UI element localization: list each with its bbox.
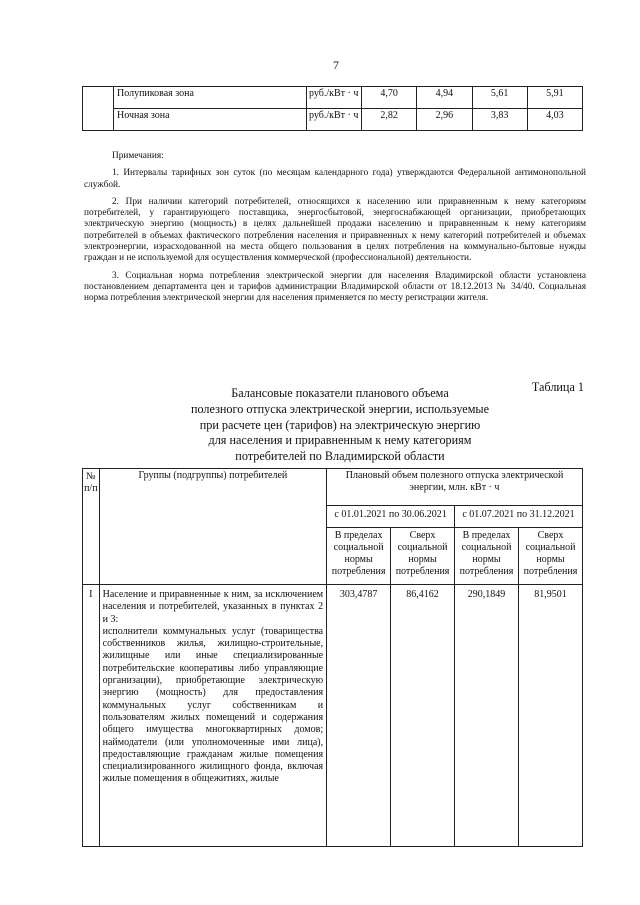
table-title xyxy=(140,386,540,465)
table-row xyxy=(83,109,583,131)
value: 5,61 xyxy=(472,87,527,109)
title-line: потребителей по Владимирской области xyxy=(235,449,445,464)
unit: руб./кВт · ч xyxy=(307,109,362,131)
header-num: № п/п xyxy=(83,469,100,585)
notes xyxy=(84,151,586,311)
balance-table xyxy=(82,468,583,847)
header-sub: Сверх социальной нормы потребления xyxy=(519,528,583,585)
tariff-table xyxy=(82,86,583,131)
title-line: полезного отпуска электрической энергии, используемые xyxy=(190,401,490,416)
value: 303,4787 xyxy=(327,585,391,847)
value: 4,03 xyxy=(527,109,582,131)
value: 3,83 xyxy=(472,109,527,131)
zone-label: Ночная зона xyxy=(114,109,307,131)
row-num: I xyxy=(83,585,100,847)
value: 5,91 xyxy=(527,87,582,109)
header-sub: В пределах социальной нормы потребления xyxy=(327,528,391,585)
header-volume: Плановый объем полезного отпуска электрической энергии, млн. кВт · ч xyxy=(327,469,583,506)
header-groups: Группы (подгруппы) потребителей xyxy=(99,469,326,585)
header-period-2: с 01.07.2021 по 31.12.2021 xyxy=(455,506,583,528)
value: 290,1849 xyxy=(455,585,519,847)
value: 2,96 xyxy=(417,109,472,131)
value: 86,4162 xyxy=(391,585,455,847)
row-group-detail: исполнители коммунальных услуг (товарищества собственников жилья, жилищно-строительные, жилищные или иные специализированные потребительские кооперативы либо управляющие организации), приобретающие электрическую энергию (мощность) для предоставления коммунальных услуг собственникам и пользователям жилых помещений и содержания общего имущества многоквартирных домов; наймодатели (или уполномоченные ими лица), предоставляющие гражданам жилые помещения специализированного жилищного фонда, включая жилые помещения в общежитиях, жилые xyxy=(102,625,324,785)
header-sub: В пределах социальной нормы потребления xyxy=(455,528,519,585)
page-number: 7 xyxy=(333,58,339,72)
unit: руб./кВт · ч xyxy=(307,87,362,109)
value: 2,82 xyxy=(362,109,417,131)
title-line: Балансовые показатели планового объема xyxy=(231,386,449,400)
title-line: при расчете цен (тарифов) на электрическую энергию xyxy=(199,417,481,432)
header-period-1: с 01.01.2021 по 30.06.2021 xyxy=(327,506,455,528)
zone-label: Полупиковая зона xyxy=(114,87,307,109)
note: 3. Социальная норма потребления электрической энергии для населения Владимирской области установлена постановлением департамента цен и тарифов администрации Владимирской области от 18.12.2013 № 34/40. Социальная норма потребления электрической энергии для населения применяется по месту регистрации жителя. xyxy=(84,270,586,304)
table-row xyxy=(83,585,583,847)
value: 4,94 xyxy=(417,87,472,109)
notes-heading: Примечания: xyxy=(112,151,164,161)
row-group: Население и приравненные к ним, за исключением населения и потребителей, указанных в пунктах 2 и 3: xyxy=(102,589,324,625)
table-label: Таблица 1 xyxy=(531,380,584,394)
value: 4,70 xyxy=(362,87,417,109)
note: 2. При наличии категорий потребителей, относящихся к населению или приравненным к нему категориям потребителей, у гарантирующего поставщика, энергосбытовой, энергоснабжающей организации, приобретающих электрическую энергию (мощность) в целях дальнейшей продажи населению и приравненным к нему категориям потребителей в объемах фактического потребления населения и приравненных к нему категорий потребителей и объемах электроэнергии, израсходованной на места общего пользования в целях потребления на коммунально-бытовые нужды граждан и не используемой для осуществления коммерческой (профессиональной) деятельности. xyxy=(84,196,586,264)
note: 1. Интервалы тарифных зон суток (по месяцам календарного года) утверждаются Федеральной антимонопольной службой. xyxy=(84,168,586,190)
title-line: для населения и приравненным к нему категориям xyxy=(208,433,472,448)
header-sub: Сверх социальной нормы потребления xyxy=(391,528,455,585)
value: 81,9501 xyxy=(519,585,583,847)
table-row xyxy=(83,87,583,109)
